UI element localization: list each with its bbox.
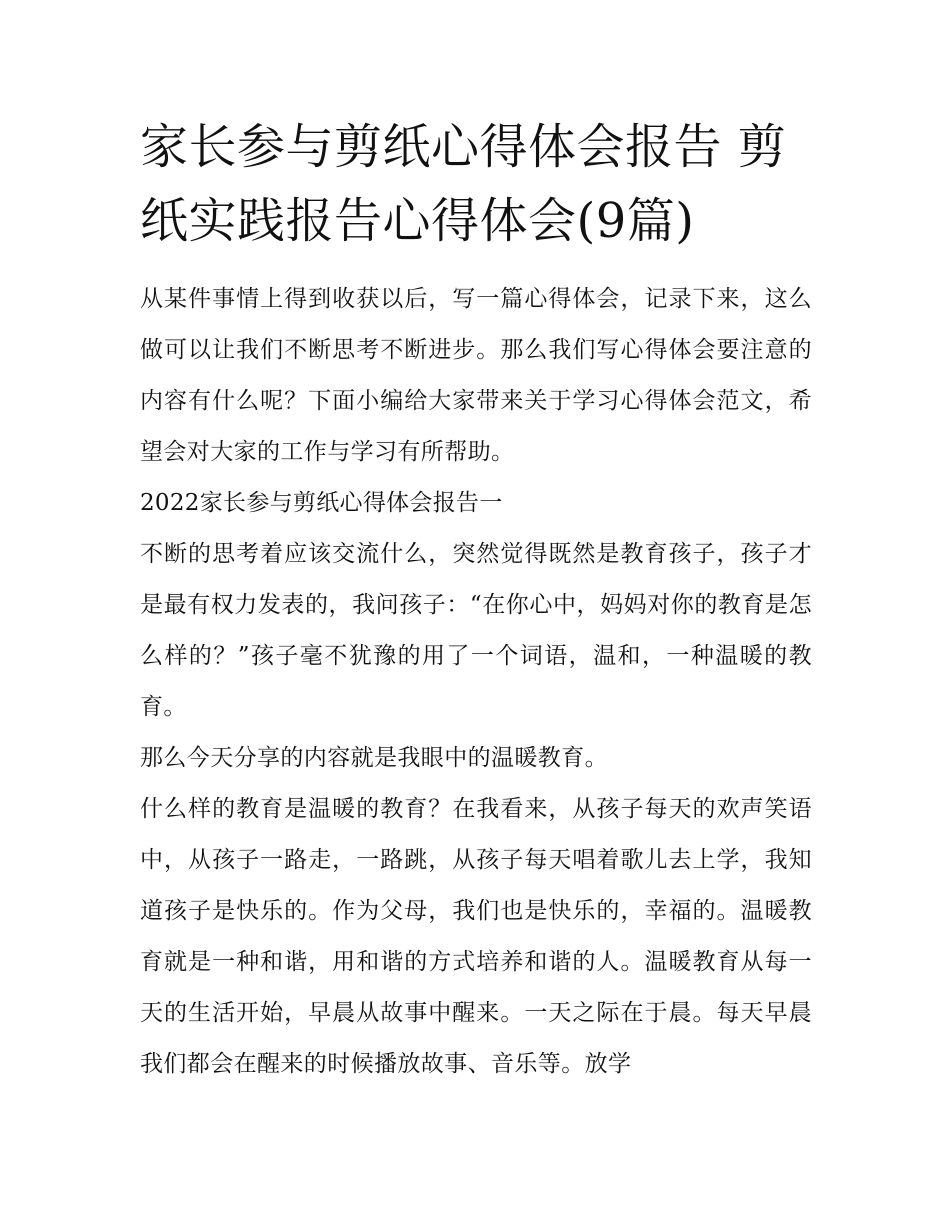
body-paragraph: 不断的思考着应该交流什么，突然觉得既然是教育孩子，孩子才是最有权力发表的，我问孩子：“在你心中，妈妈对你的教育是怎么样的？”孩子毫不犹豫的用了一个词语，温和，一种温暖的教育。 xyxy=(140,541,812,720)
body-paragraph: 那么今天分享的内容就是我眼中的温暖教育。 xyxy=(140,745,608,771)
document-title: 家长参与剪纸心得体会报告 剪纸实践报告心得体会(9篇) xyxy=(140,119,787,249)
document-page xyxy=(140,110,812,1090)
section-heading: 2022家长参与剪纸心得体会报告一 xyxy=(140,490,503,516)
intro-paragraph: 从某件事情上得到收获以后，写一篇心得体会，记录下来，这么做可以让我们不断思考不断进步。那么我们写心得体会要注意的内容有什么呢？下面小编给大家带来关于学习心得体会范文，希望会对大家的工作与学习有所帮助。 xyxy=(140,286,812,465)
body-paragraph: 什么样的教育是温暖的教育？在我看来，从孩子每天的欢声笑语中，从孩子一路走，一路跳，从孩子每天唱着歌儿去上学，我知道孩子是快乐的。作为父母，我们也是快乐的，幸福的。温暖教育就是一种和谐，用和谐的方式培养和谐的人。温暖教育从每一天的生活开始，早晨从故事中醒来。一天之际在于晨。每天早晨我们都会在醒来的时候播放故事、音乐等。放学 xyxy=(140,796,812,1077)
